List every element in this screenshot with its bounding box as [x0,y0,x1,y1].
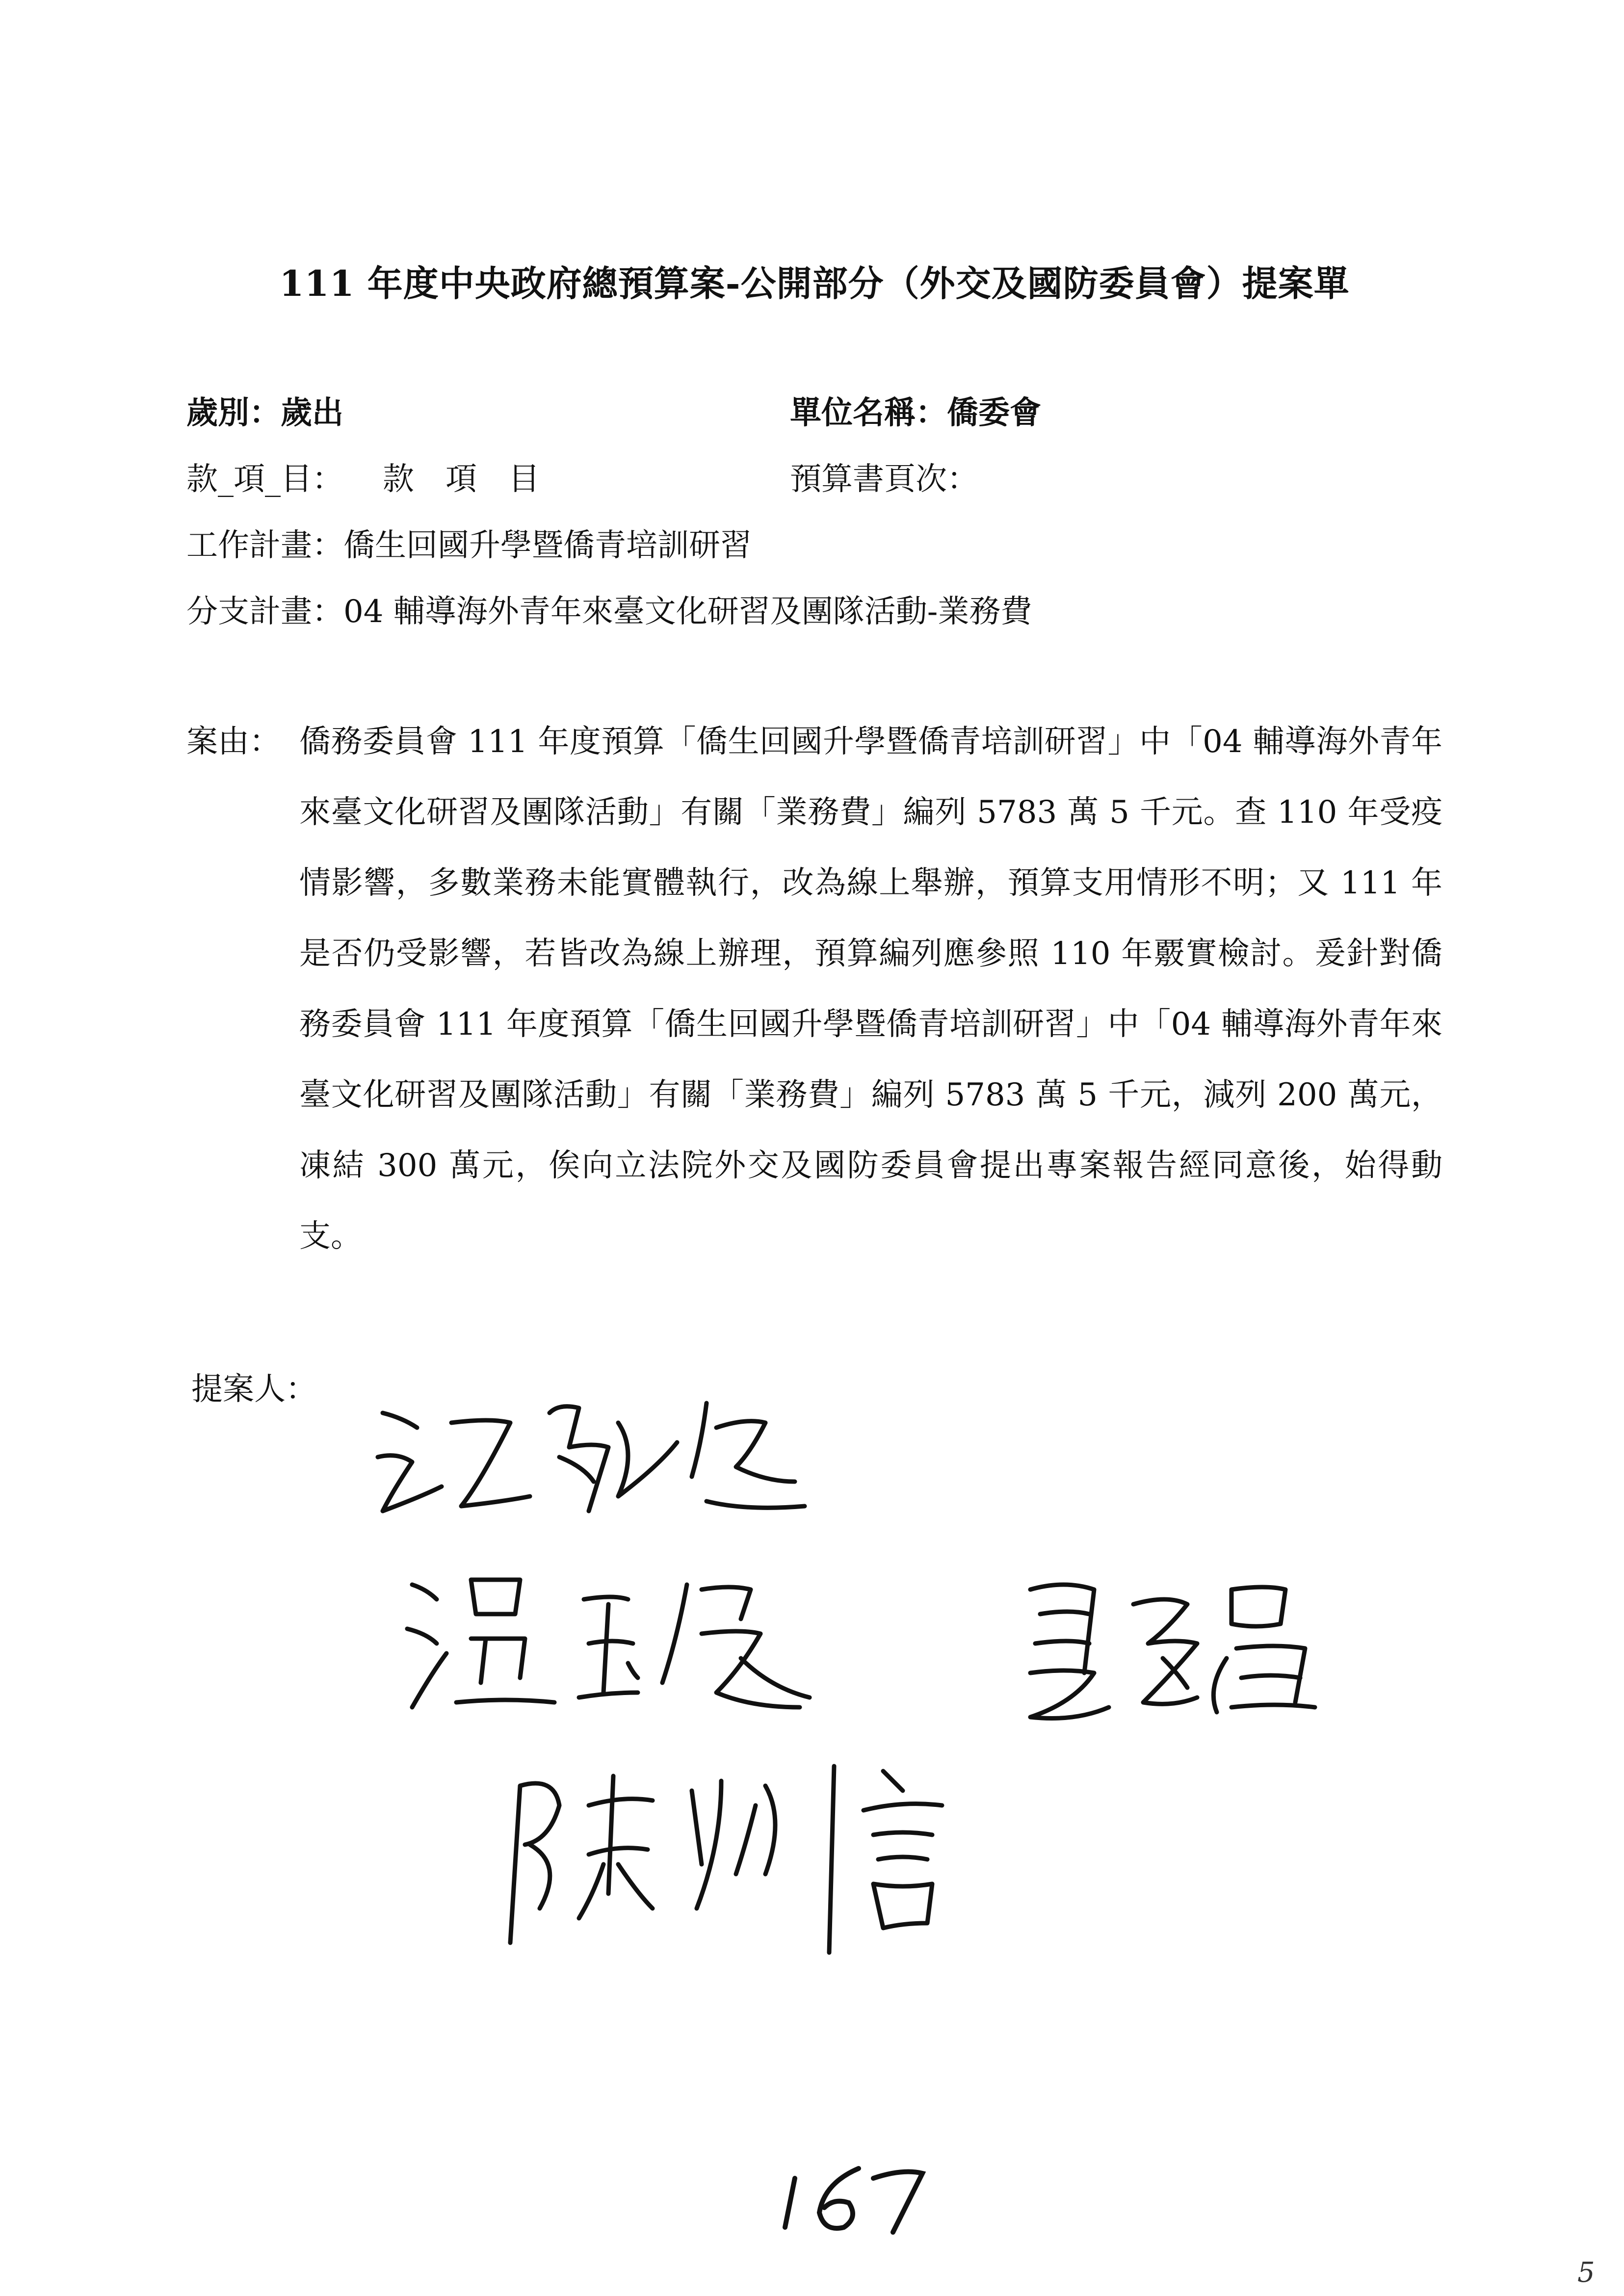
plan-row [186,520,752,565]
item-value: 款 項 目 [383,461,540,497]
plan-value: 僑生回國升學暨僑青培訓研習 [343,527,752,564]
handwritten-page-number [765,2149,942,2247]
subplan-label: 分支計畫： [186,594,343,630]
subplan-value: 04 輔導海外青年來臺文化研習及團隊活動-業務費 [343,594,1032,630]
plan-label: 工作計畫： [186,527,343,564]
item-row [186,454,540,499]
unit-row [790,388,1041,433]
unit-label: 單位名稱： [790,394,947,431]
unit-value: 僑委會 [947,394,1041,431]
item-label: 款_項_目： [186,461,343,497]
page-ref-row [790,454,978,499]
signature-3 [1001,1560,1344,1737]
case-text: 僑務委員會 111 年度預算「僑生回國升學暨僑青培訓研習」中「04 輔導海外青年來臺文化研習及團隊活動」有關「業務費」編列 5783 萬 5 千元。查 110 年受疫情影響，多數業務未能實體執行，改為線上舉辦，預算支用情形不明；又 111 年是否仍受影響，若皆改為線上辦理，預算編列應參照 110 年覈實檢討。爰針對僑務委員會 111 年度預算「僑生回國升學暨僑青培訓研習」中「04 輔導海外青年來臺文化研習及團隊活動」有關「業務費」編列 5783 萬 5 千元，減列 200 萬元，凍結 300 萬元，俟向立法院外交及國防委員會提出專案報告經同意後，始得動支。 [299,724,1442,1254]
signature-2 [397,1560,839,1727]
corner-mark: 5 [1577,2257,1595,2289]
category-label: 歲別： [186,394,281,431]
proposer-label: 提案人： [191,1371,317,1408]
category-value: 歲出 [281,394,343,431]
page-ref-label: 預算書頁次： [790,461,978,497]
signature-4 [491,1747,1011,1972]
case-label: 案由： [186,724,281,760]
category-row [186,388,343,433]
subplan-row [186,586,1032,631]
signature-1 [363,1383,834,1531]
case-section [186,706,1442,1272]
document-title: 111 年度中央政府總預算案-公開部分（外交及國防委員會）提案單 [279,262,1350,304]
